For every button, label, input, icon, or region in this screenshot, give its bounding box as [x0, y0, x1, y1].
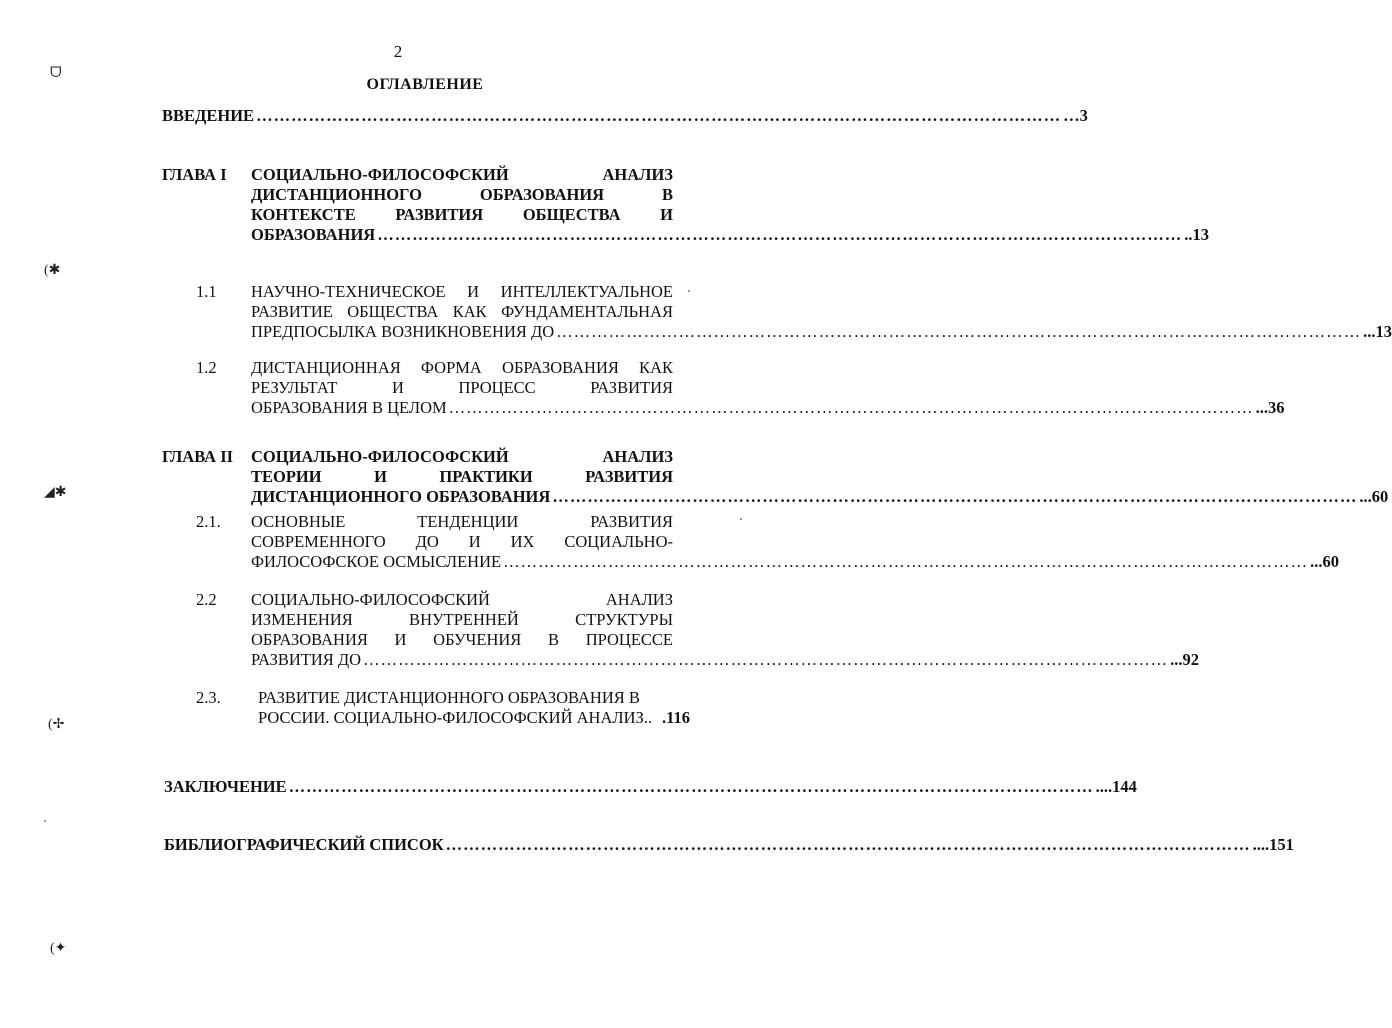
dot-leader: …………………………………………………………………………………………………………………………	[556, 322, 1362, 341]
scan-speck	[740, 518, 742, 520]
toc-entry-line: НАУЧНО-ТЕХНИЧЕСКОЕ И ИНТЕЛЛЕКТУАЛЬНОЕ	[251, 282, 673, 301]
toc-entry-title: ПРЕДПОСЫЛКА ВОЗНИКНОВЕНИЯ ДО	[251, 322, 555, 341]
toc-entry-line: СОЦИАЛЬНО-ФИЛОСОФСКИЙ АНАЛИЗ	[251, 590, 673, 609]
scan-speck	[688, 290, 690, 292]
toc-entry-page: ....151	[1252, 835, 1294, 854]
toc-entry-line: КОНТЕКСТЕ РАЗВИТИЯ ОБЩЕСТВА И	[251, 205, 673, 224]
toc-entry-last-line	[258, 708, 706, 728]
page-number: 2	[393, 42, 403, 61]
toc-entry-line: РЕЗУЛЬТАТ И ПРОЦЕСС РАЗВИТИЯ	[251, 378, 673, 397]
toc-entry-page: ...36	[1255, 398, 1285, 417]
section-number: 1.2	[196, 358, 217, 377]
chapter-label: ГЛАВА I	[162, 165, 227, 184]
toc-entry-line: ИЗМЕНЕНИЯ ВНУТРЕННЕЙ СТРУКТУРЫ	[251, 610, 673, 629]
toc-entry-page: ....144	[1095, 777, 1137, 796]
dot-leader: …………………………………………………………………………………………………………………………	[503, 552, 1309, 571]
section-number: 1.1	[196, 282, 217, 301]
toc-entry-last-line	[251, 322, 1392, 342]
toc-entry-page: ...60	[1359, 487, 1389, 506]
toc-entry-last-line	[251, 225, 1209, 245]
scan-speck	[44, 820, 46, 822]
chapter-label: ГЛАВА II	[162, 447, 234, 466]
toc-entry-section-1-2[interactable]	[251, 358, 1285, 418]
toc-entry-section-2-2[interactable]	[251, 590, 1199, 670]
toc-entry-line: ДИСТАНЦИОННОГО ОБРАЗОВАНИЯ В	[251, 185, 673, 204]
margin-mark-icon: (✱	[44, 263, 61, 278]
toc-entry-page: ...13	[1363, 322, 1392, 341]
toc-entry-line: ТЕОРИИ И ПРАКТИКИ РАЗВИТИЯ	[251, 467, 673, 486]
dot-leader: …………………………………………………………………………………………………………………………	[256, 106, 1062, 125]
toc-entry-last-line	[251, 552, 1339, 572]
toc-entry-title: ОБРАЗОВАНИЯ	[251, 225, 376, 244]
section-number: 2.2	[196, 590, 217, 609]
toc-entry-page: ...92	[1170, 650, 1199, 669]
toc-entry-line: РАЗВИТИЕ ОБЩЕСТВА КАК ФУНДАМЕНТАЛЬНАЯ	[251, 302, 673, 321]
toc-entry-line: СОЦИАЛЬНО-ФИЛОСОФСКИЙ АНАЛИЗ	[251, 165, 673, 184]
toc-entry-last-line	[251, 650, 1199, 670]
toc-entry-line: РАЗВИТИЕ ДИСТАНЦИОННОГО ОБРАЗОВАНИЯ В	[258, 688, 640, 707]
toc-entry-page: ...60	[1310, 552, 1339, 571]
toc-entry-title: ОБРАЗОВАНИЯ В ЦЕЛОМ	[251, 398, 447, 417]
toc-entry-title: ВВЕДЕНИЕ	[162, 106, 255, 125]
toc-entry-section-2-1[interactable]	[251, 512, 1339, 572]
toc-entry-title: РОССИИ. СОЦИАЛЬНО-ФИЛОСОФСКИЙ АНАЛИЗ..	[258, 708, 653, 727]
toc-entry-title: ДИСТАНЦИОННОГО ОБРАЗОВАНИЯ	[251, 487, 551, 506]
dot-leader: …………………………………………………………………………………………………………………………	[363, 650, 1169, 669]
dot-leader: …………………………………………………………………………………………………………………………	[552, 487, 1358, 506]
section-number: 2.1.	[196, 512, 221, 531]
toc-entry-page: ..13	[1184, 225, 1209, 244]
dot-leader: …………………………………………………………………………………………………………………………	[448, 398, 1254, 417]
toc-entry-line: ОБРАЗОВАНИЯ И ОБУЧЕНИЯ В ПРОЦЕССЕ	[251, 630, 673, 649]
toc-entry-section-1-1[interactable]	[251, 282, 1392, 342]
toc-entry-line: СОЦИАЛЬНО-ФИЛОСОФСКИЙ АНАЛИЗ	[251, 447, 673, 466]
toc-entry-page: .116	[662, 708, 690, 727]
toc-entry-bibliography[interactable]	[164, 835, 1294, 855]
toc-entry-line: СОВРЕМЕННОГО ДО И ИХ СОЦИАЛЬНО-	[251, 532, 673, 551]
toc-entry-conclusion[interactable]	[164, 777, 1137, 797]
toc-heading: ОГЛАВЛЕНИЕ	[366, 76, 484, 93]
toc-entry-title: ФИЛОСОФСКОЕ ОСМЫСЛЕНИЕ	[251, 552, 502, 571]
toc-entry-page: …3	[1063, 106, 1088, 125]
toc-entry-chapter-2[interactable]	[251, 447, 1389, 507]
toc-entry-chapter-1[interactable]	[251, 165, 1209, 245]
toc-entry-title: БИБЛИОГРАФИЧЕСКИЙ СПИСОК	[164, 835, 444, 854]
section-number: 2.3.	[196, 688, 221, 707]
toc-entry-section-2-3[interactable]	[258, 688, 706, 728]
margin-mark-icon: ᗜ	[50, 66, 62, 81]
margin-mark-icon: ◢✱	[44, 485, 67, 500]
margin-mark-icon: (✦	[50, 941, 67, 956]
toc-entry-line: ДИСТАНЦИОННАЯ ФОРМА ОБРАЗОВАНИЯ КАК	[251, 358, 673, 377]
dot-leader: …………………………………………………………………………………………………………………………	[288, 777, 1094, 796]
toc-entry-last-line	[251, 487, 1389, 507]
toc-entry-title: РАЗВИТИЯ ДО	[251, 650, 362, 669]
toc-entry-last-line	[251, 398, 1285, 418]
margin-mark-icon: (✢	[48, 717, 65, 732]
toc-entry-introduction[interactable]	[162, 106, 1088, 126]
dot-leader: …………………………………………………………………………………………………………………………	[377, 225, 1183, 244]
toc-entry-title: ЗАКЛЮЧЕНИЕ	[164, 777, 287, 796]
toc-entry-line: ОСНОВНЫЕ ТЕНДЕНЦИИ РАЗВИТИЯ	[251, 512, 673, 531]
dot-leader: …………………………………………………………………………………………………………………………	[445, 835, 1251, 854]
